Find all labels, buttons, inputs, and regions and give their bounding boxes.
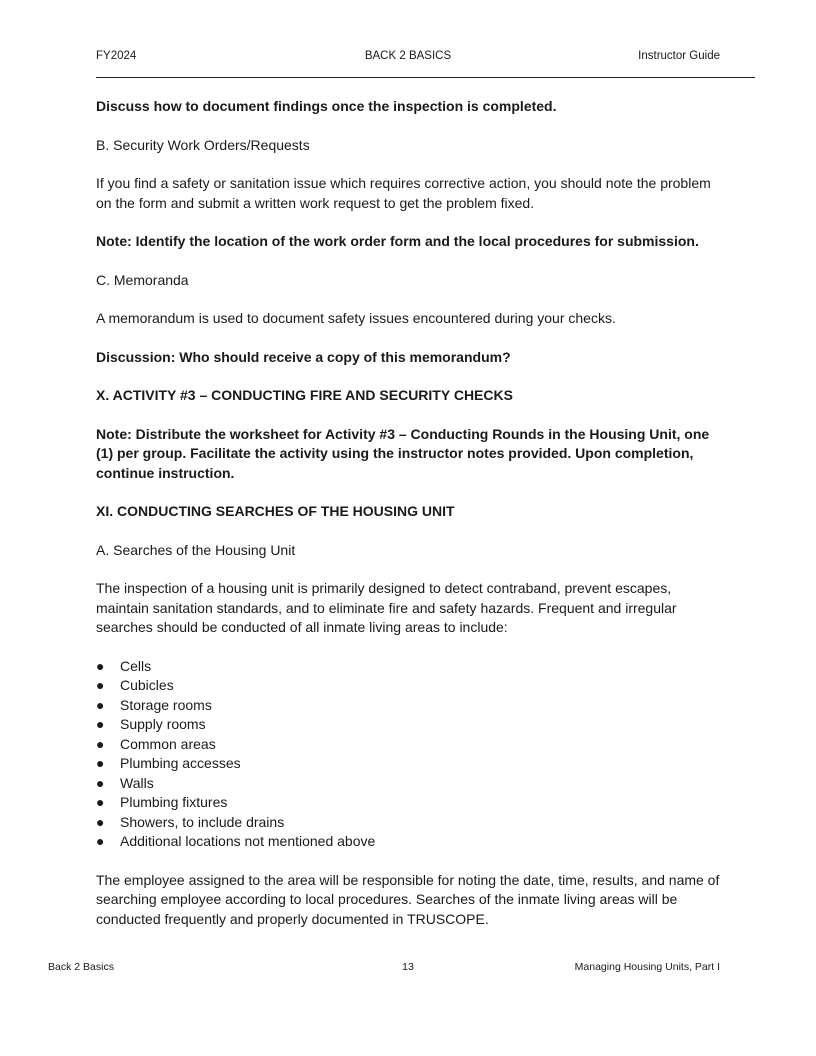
footer-module-title: Managing Housing Units, Part I (574, 961, 720, 973)
header-guide-type: Instructor Guide (638, 50, 720, 62)
list-item-label: Showers, to include drains (120, 813, 285, 830)
bullet-icon: ● (96, 696, 105, 713)
list-item (96, 735, 724, 755)
list-item (96, 696, 724, 716)
instruction-document-findings: Discuss how to document findings once the inspection is completed. (96, 98, 557, 114)
subheading-searches-housing-unit: A. Searches of the Housing Unit (96, 541, 296, 558)
bullet-icon: ● (96, 774, 105, 791)
bullet-icon: ● (96, 813, 105, 830)
list-item-label: Storage rooms (120, 696, 212, 713)
list-item-label: Plumbing accesses (120, 755, 241, 771)
paragraph-inspection: The inspection of a housing unit is primarily designed to detect contraband, prevent escapes, maintain sanitation standards, and to eliminate fire and safety hazards. Frequent and irregular searches should be conducted of all inmate living areas to include: (96, 580, 677, 635)
search-areas-list (96, 657, 724, 852)
page-footer (48, 961, 720, 975)
paragraph-employee-responsibility: The employee assigned to the area will be responsible for noting the date, time, results, and name of searching employee according to local procedures. Searches of the inmate living areas will be conducted frequently and properly documented in TRUSCOPE. (96, 871, 720, 927)
page-number: 13 (402, 961, 414, 973)
section-heading-searches: XI. CONDUCTING SEARCHES OF THE HOUSING UNIT (96, 503, 455, 519)
list-item (96, 657, 724, 677)
list-item-label: Plumbing fixtures (120, 794, 228, 810)
bullet-icon: ● (96, 716, 105, 732)
header-rule (96, 77, 755, 78)
list-item (96, 754, 724, 774)
note-activity-worksheet: Note: Distribute the worksheet for Activity #3 – Conducting Rounds in the Housing Unit, one (1) per group. Facilitate the activity using the instructor notes provided. Upon completion, continue instruction. (96, 425, 710, 481)
header-title: BACK 2 BASICS (364, 50, 452, 62)
list-item (96, 715, 724, 735)
list-item (96, 832, 724, 852)
list-item-label: Walls (120, 774, 154, 791)
discussion-memorandum: Discussion: Who should receive a copy of this memorandum? (96, 348, 511, 365)
bullet-icon: ● (96, 755, 105, 771)
activity-heading: X. ACTIVITY #3 – CONDUCTING FIRE AND SECURITY CHECKS (96, 387, 513, 403)
list-item-label: Additional locations not mentioned above (120, 833, 376, 849)
section-heading-memoranda: C. Memoranda (96, 271, 189, 288)
paragraph-memoranda: A memorandum is used to document safety issues encountered during your checks. (96, 310, 616, 326)
section-heading-work-orders: B. Security Work Orders/Requests (96, 136, 310, 153)
list-item (96, 774, 724, 794)
bullet-icon: ● (96, 794, 105, 810)
page-header (96, 50, 720, 66)
header-fiscal-year: FY2024 (96, 50, 137, 62)
list-item-label: Supply rooms (120, 716, 206, 732)
list-item (96, 793, 724, 813)
list-item (96, 676, 724, 696)
paragraph-work-orders: If you find a safety or sanitation issue which requires corrective action, you should note the problem on the form and submit a written work request to get the problem fixed. (96, 175, 711, 211)
page-body (96, 97, 724, 929)
bullet-icon: ● (96, 833, 105, 849)
bullet-icon: ● (96, 677, 105, 693)
list-item-label: Cells (120, 657, 152, 674)
bullet-icon: ● (96, 735, 105, 752)
list-item-label: Cubicles (120, 677, 174, 693)
footer-course: Back 2 Basics (48, 961, 114, 973)
list-item-label: Common areas (120, 735, 216, 752)
list-item (96, 813, 724, 833)
bullet-icon: ● (96, 657, 105, 674)
note-work-order-form: Note: Identify the location of the work order form and the local procedures for submission. (96, 233, 699, 249)
